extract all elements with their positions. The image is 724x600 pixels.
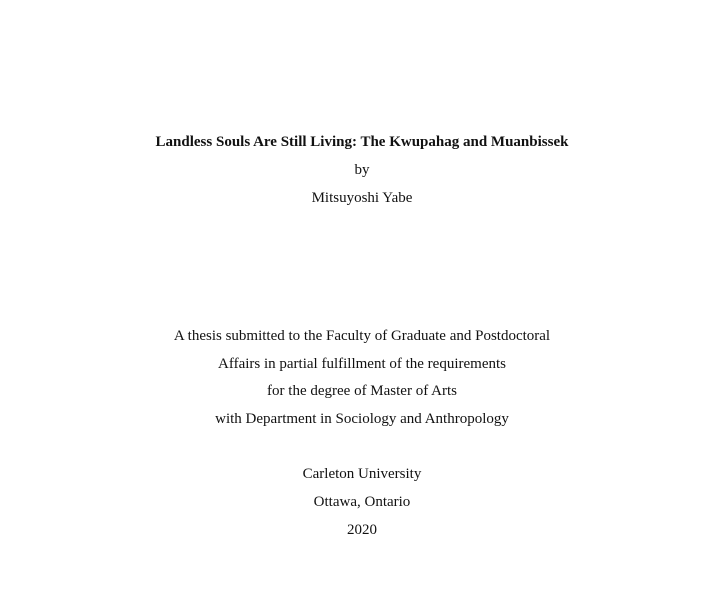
by-label: by	[354, 162, 370, 178]
submission-statement-line-4: with Department in Sociology and Anthropology	[215, 411, 509, 427]
university-location: Ottawa, Ontario	[313, 494, 411, 510]
submission-statement-line-1: A thesis submitted to the Faculty of Graduate and Postdoctoral	[173, 328, 551, 344]
thesis-title: Landless Souls Are Still Living: The Kwupahag and Muanbissek	[155, 134, 569, 150]
submission-year: 2020	[347, 522, 377, 538]
submission-statement-line-3: for the degree of Master of Arts	[267, 383, 457, 399]
university-name: Carleton University	[302, 466, 422, 482]
submission-statement-line-2: Affairs in partial fulfillment of the requirements	[218, 356, 506, 372]
author-name: Mitsuyoshi Yabe	[311, 190, 413, 206]
